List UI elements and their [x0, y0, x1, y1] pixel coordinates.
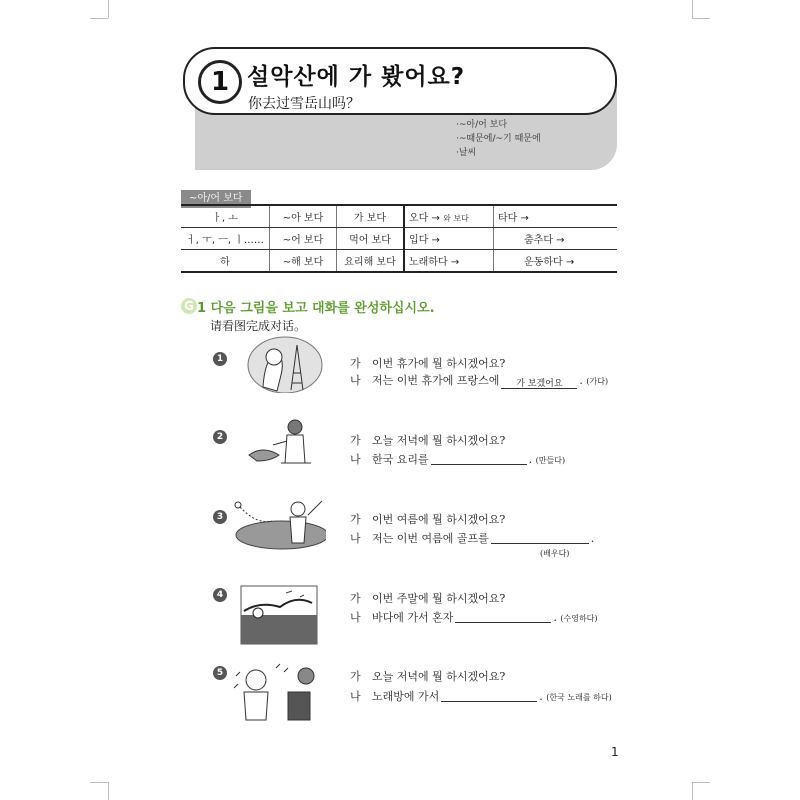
table-cell [404, 205, 494, 228]
swimming-illustration [240, 585, 318, 645]
question-number: 3 [213, 510, 227, 524]
speaker-label: 가 [350, 513, 361, 526]
exercise-title [197, 297, 435, 316]
dialogue-line [350, 372, 608, 389]
period: . [539, 690, 543, 703]
question-number: 1 [213, 352, 227, 366]
grammar-tab-label: ~아/어 보다 [181, 190, 251, 208]
crop-mark [692, 18, 710, 19]
question-text: 이번 휴가에 뭘 하시겠어요? [372, 357, 506, 370]
table-cell: 노래하다 → [404, 250, 494, 273]
period: . [579, 374, 583, 387]
hint: (한국 노래를 하다) [546, 693, 612, 702]
dialogue-line [350, 432, 505, 448]
dialogue-line [350, 590, 505, 606]
table-cell: ~어 보다 [270, 228, 337, 250]
answer-blank[interactable] [431, 452, 527, 465]
hint: (수영하다) [560, 614, 598, 623]
answer-prompt: 바다에 가서 혼자 [372, 611, 454, 624]
question-number: 2 [213, 430, 227, 444]
speaker-label: 나 [350, 611, 361, 624]
period: . [553, 611, 557, 624]
table-cell: ~아 보다 [270, 205, 337, 228]
question-number: 5 [213, 666, 227, 680]
question-text: 이번 주말에 뭘 하시겠어요? [372, 592, 506, 605]
speaker-label: 가 [350, 670, 361, 683]
exercise-instruction: 다음 그림을 보고 대화를 완성하십시오. [210, 301, 435, 316]
page-number: 1 [611, 745, 619, 759]
karaoke-illustration [232, 662, 328, 722]
dialogue-line [350, 451, 565, 467]
table-cell: 하 [181, 250, 270, 273]
lesson-title-korean: 설악산에 가 봤어요? [247, 64, 466, 90]
speaker-label: 가 [350, 592, 361, 605]
table-cell: 춤추다 → [494, 228, 618, 250]
lesson-number: 1 [198, 60, 242, 104]
question-text: 오늘 저녁에 뭘 하시겠어요? [372, 670, 506, 683]
table-cell: 입다 → [404, 228, 494, 250]
table-row [181, 250, 617, 273]
table-cell: 운동하다 → [494, 250, 618, 273]
eiffel-tower-illustration [247, 335, 323, 393]
speaker-label: 가 [350, 357, 361, 370]
period: . [528, 453, 533, 466]
exercise-number: 1 [197, 301, 207, 316]
verb: 오다 → [409, 213, 440, 224]
table-cell: 요리해 보다 [337, 250, 405, 273]
hint: (배우다) [540, 549, 570, 558]
crop-mark [108, 782, 109, 800]
cooking-illustration [243, 415, 321, 467]
speaker-label: 나 [350, 374, 361, 387]
crop-mark [90, 782, 108, 783]
table-cell [494, 205, 618, 228]
table-cell: ㅏ, ㅗ [181, 205, 270, 228]
table-cell: 가 보다 [337, 205, 405, 228]
table-row [181, 205, 617, 228]
period: . [590, 532, 595, 545]
crop-mark [90, 18, 108, 19]
grammar-table [181, 204, 617, 273]
dialogue-line [350, 511, 505, 527]
crop-mark [692, 782, 710, 783]
crop-mark [692, 0, 693, 18]
answer-prompt: 저는 이번 여름에 골프를 [372, 532, 489, 545]
hint: (만들다) [535, 456, 566, 465]
table-cell: 먹어 보다 [337, 228, 405, 250]
handwritten-answer: 와 보다 [443, 214, 469, 223]
crop-mark [692, 782, 693, 800]
question-text: 이번 여름에 뭘 하시겠어요? [372, 513, 506, 526]
lesson-point: ·날씨 [456, 148, 477, 158]
crop-mark [108, 0, 109, 18]
dialogue-line [350, 530, 594, 546]
dialogue-line [350, 688, 612, 704]
lesson-title-chinese: 你去过雪岳山吗？ [248, 96, 360, 112]
table-row [181, 228, 617, 250]
speaker-label: 가 [350, 434, 361, 447]
hint: (가다) [586, 377, 609, 386]
answer-blank[interactable]: 가 보겠어요 [501, 376, 577, 389]
answer-blank[interactable] [455, 610, 551, 623]
answer-prompt: 노래방에 가서 [372, 690, 440, 703]
answer-blank[interactable] [441, 689, 537, 702]
lesson-points [456, 118, 541, 160]
speaker-label: 나 [350, 690, 361, 703]
speaker-label: 나 [350, 532, 361, 545]
speaker-label: 나 [350, 453, 361, 466]
question-text: 오늘 저녁에 뭘 하시겠어요? [372, 434, 506, 447]
table-cell: ~해 보다 [270, 250, 337, 273]
verb: 타다 → [498, 213, 529, 224]
table-cell: ㅓ, ㅜ, ㅡ, ㅣ…… [181, 228, 270, 250]
exercise-badge: G [181, 298, 197, 314]
answer-prompt: 한국 요리를 [372, 453, 429, 466]
golf-illustration [232, 495, 326, 551]
exercise-subtitle: 请看图完成对话。 [210, 319, 307, 333]
dialogue-line [350, 609, 598, 625]
answer-blank[interactable] [491, 531, 589, 544]
lesson-point: ·~아/어 보다 [456, 120, 508, 130]
question-number: 4 [213, 588, 227, 602]
lesson-point: ·~때문에/~기 때문에 [456, 134, 541, 144]
dialogue-line [350, 668, 505, 684]
dialogue-line [350, 355, 505, 371]
answer-prompt: 저는 이번 휴가에 프랑스에 [372, 374, 500, 387]
